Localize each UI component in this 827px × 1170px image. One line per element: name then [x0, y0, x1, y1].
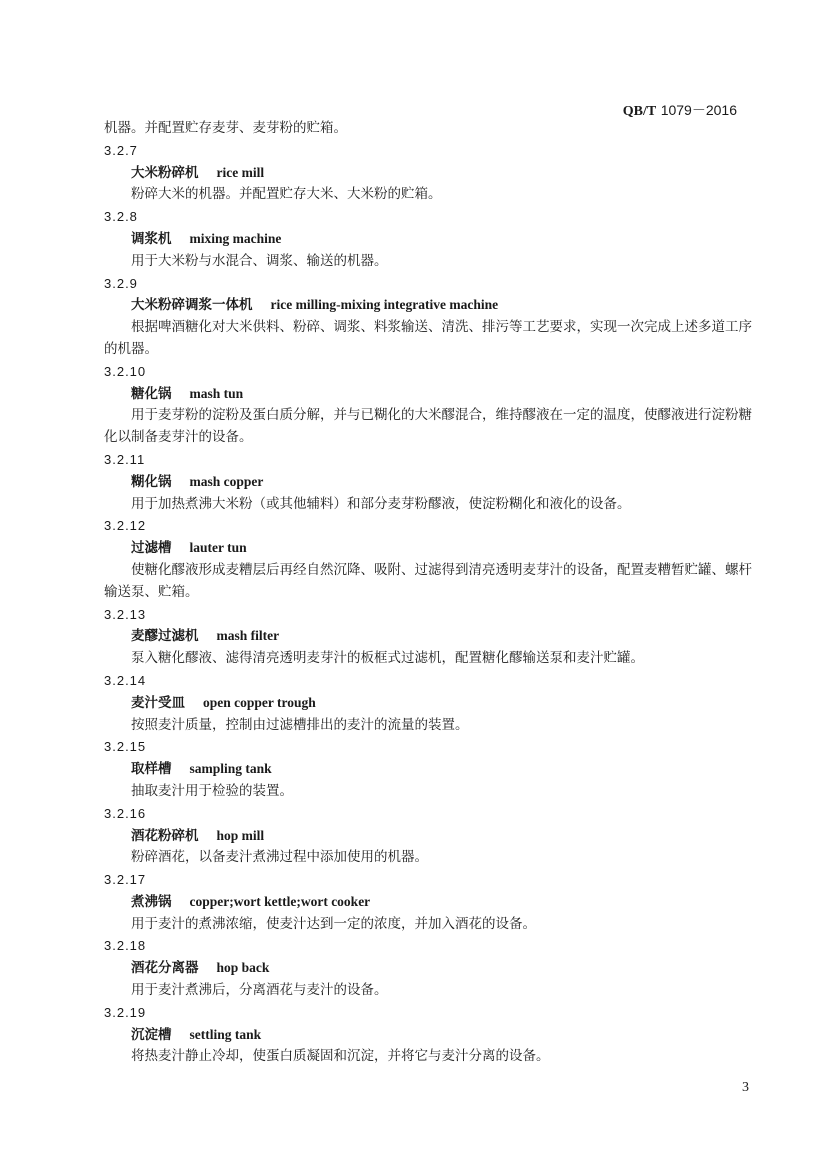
term-heading	[104, 625, 752, 648]
section-number: 3.2.17	[104, 872, 147, 888]
standard-number: 1079－2016	[660, 102, 737, 118]
term-chinese: 糊化锅	[131, 473, 172, 490]
standard-code: QB/T	[622, 104, 657, 119]
term-definition: 用于麦汁的煮沸浓缩，使麦汁达到一定的浓度，并加入酒花的设备。	[131, 915, 536, 932]
term-definition: 用于麦芽粉的淀粉及蛋白质分解，并与已糊化的大米醪混合，维持醪液在一定的温度，使醪液进行淀粉糖化以制备麦芽汁的设备。	[104, 407, 752, 446]
term-heading	[104, 692, 752, 715]
section-number: 3.2.11	[104, 451, 146, 467]
term-heading	[104, 162, 752, 185]
term-definition: 泵入糖化醪液、滤得清亮透明麦芽汁的板框式过滤机，配置糖化醪输送泵和麦汁贮罐。	[131, 650, 644, 667]
term-english: lauter tun	[189, 540, 247, 556]
term-chinese: 大米粉碎调浆一体机	[131, 297, 253, 314]
term-heading	[104, 891, 752, 914]
term-chinese: 过滤槽	[131, 540, 172, 557]
term-definition: 根据啤酒糖化对大米供料、粉碎、调浆、料浆输送、清洗、排污等工艺要求，实现一次完成上述多道工序的机器。	[104, 319, 752, 357]
term-chinese: 酒花分离器	[131, 960, 199, 977]
term-heading	[104, 1024, 752, 1047]
term-definition: 使糖化醪液形成麦糟层后再经自然沉降、吸附、过滤得到清亮透明麦芽汁的设备，配置麦糟暂贮罐、螺杆输送泵、贮箱。	[104, 561, 752, 600]
term-chinese: 沉淀槽	[131, 1026, 172, 1043]
term-english: settling tank	[189, 1026, 262, 1042]
term-heading	[104, 758, 752, 781]
term-chinese: 调浆机	[131, 230, 172, 247]
term-chinese: 糖化锅	[131, 385, 172, 402]
term-english: mash copper	[189, 473, 264, 489]
term-definition: 用于大米粉与水混合、调浆、输送的机器。	[131, 252, 388, 269]
term-chinese: 大米粉碎机	[131, 164, 199, 181]
section-number: 3.2.13	[104, 606, 147, 622]
term-english: mash tun	[189, 385, 244, 401]
terms-content	[104, 118, 752, 1068]
term-definition: 粉碎酒花，以备麦汁煮沸过程中添加使用的机器。	[131, 849, 428, 866]
section-number: 3.2.15	[104, 739, 147, 755]
term-definition: 粉碎大米的机器。并配置贮存大米、大米粉的贮箱。	[131, 186, 442, 203]
section-number: 3.2.8	[104, 209, 138, 225]
term-definition: 抽取麦汁用于检验的装置。	[131, 782, 293, 799]
term-heading	[104, 825, 752, 848]
standard-header	[623, 100, 737, 120]
term-heading	[104, 957, 752, 980]
term-english: hop back	[216, 960, 270, 976]
term-chinese: 酒花粉碎机	[131, 827, 199, 844]
term-english: hop mill	[216, 827, 265, 843]
term-english: copper;wort kettle;wort cooker	[189, 893, 371, 909]
term-heading	[104, 471, 752, 494]
term-definition: 将热麦汁静止冷却，使蛋白质凝固和沉淀，并将它与麦汁分离的设备。	[131, 1048, 550, 1065]
section-number: 3.2.10	[104, 363, 147, 379]
term-english: mash filter	[216, 628, 280, 644]
term-english: rice milling-mixing integrative machine	[270, 297, 499, 313]
section-number: 3.2.9	[104, 275, 138, 291]
section-number: 3.2.7	[104, 142, 138, 158]
term-definition: 用于麦汁煮沸后，分离酒花与麦汁的设备。	[131, 982, 388, 999]
term-english: rice mill	[216, 164, 265, 180]
term-english: open copper trough	[203, 694, 316, 710]
term-heading	[104, 537, 752, 560]
section-number: 3.2.19	[104, 1004, 147, 1020]
term-heading	[104, 228, 752, 251]
page-number: 3	[742, 1080, 749, 1095]
term-english: sampling tank	[189, 761, 272, 777]
section-number: 3.2.12	[104, 518, 147, 534]
section-number: 3.2.14	[104, 672, 147, 688]
term-definition: 按照麦汁质量，控制由过滤槽排出的麦汁的流量的装置。	[131, 716, 469, 733]
term-chinese: 麦醪过滤机	[131, 628, 199, 645]
section-number: 3.2.16	[104, 805, 147, 821]
term-entries	[104, 140, 752, 1068]
section-number: 3.2.18	[104, 938, 147, 954]
term-heading	[104, 383, 752, 406]
continued-text: 机器。并配置贮存麦芽、麦芽粉的贮箱。	[104, 120, 347, 136]
term-chinese: 取样槽	[131, 761, 172, 778]
term-definition: 用于加热煮沸大米粉（或其他辅料）和部分麦芽粉醪液，使淀粉糊化和液化的设备。	[131, 495, 631, 512]
term-chinese: 煮沸锅	[131, 893, 172, 910]
term-english: mixing machine	[189, 230, 282, 246]
term-chinese: 麦汁受皿	[131, 694, 185, 711]
term-heading	[104, 294, 752, 317]
